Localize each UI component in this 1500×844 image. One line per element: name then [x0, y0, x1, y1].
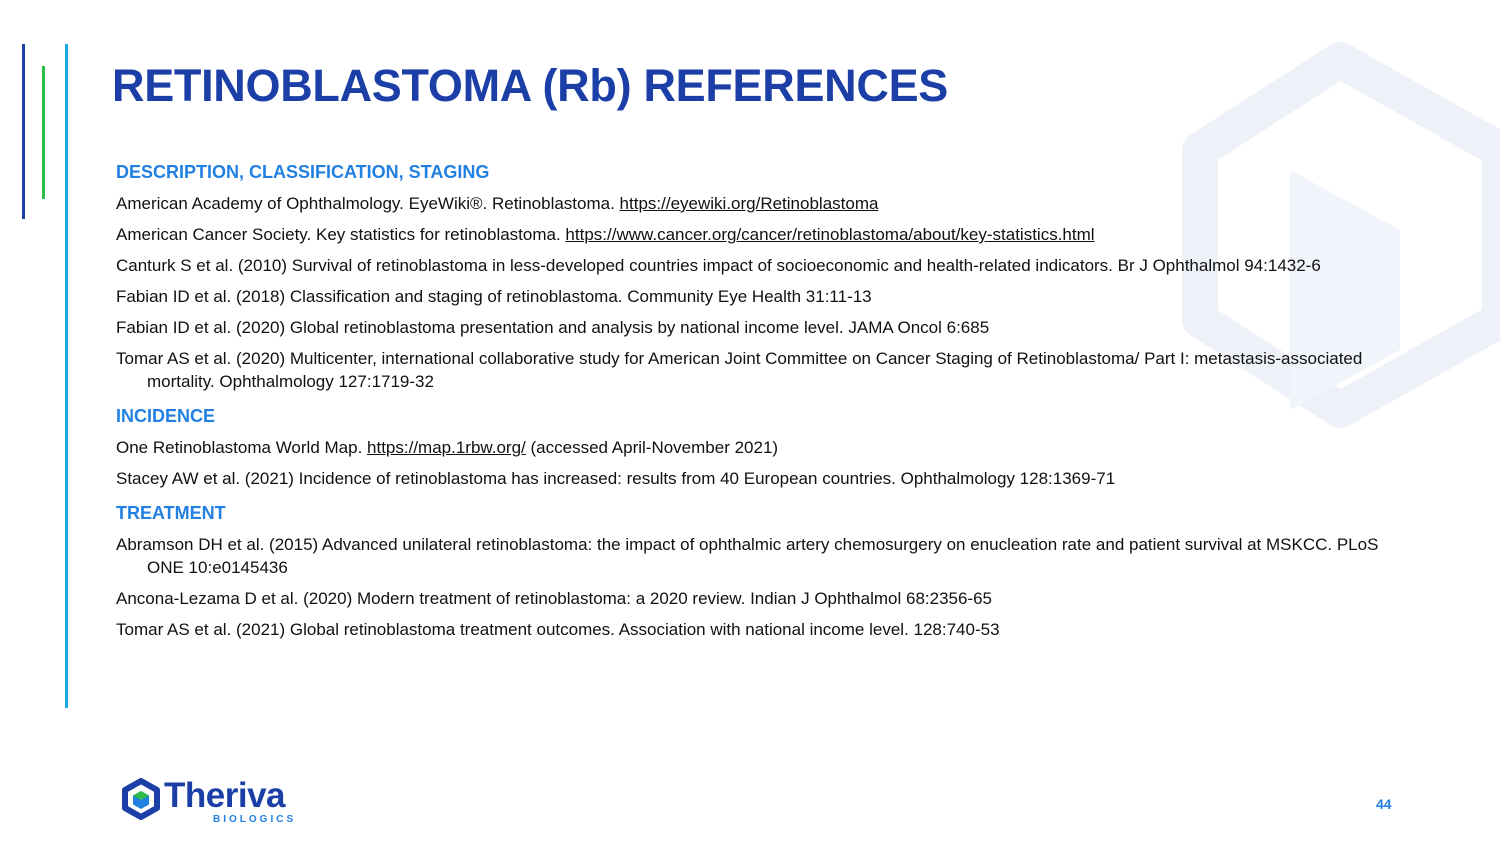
accent-bar-green [42, 66, 45, 199]
section-incidence [116, 404, 1406, 490]
logo-subtitle: BIOLOGICS [213, 814, 297, 825]
reference-item: American Academy of Ophthalmology. EyeWiki®. Retinoblastoma. https://eyewiki.org/Retinoblastoma [116, 194, 879, 213]
reference-link[interactable]: https://eyewiki.org/Retinoblastoma [619, 194, 879, 213]
reference-item: Stacey AW et al. (2021) Incidence of retinoblastoma has increased: results from 40 European countries. Ophthalmology 128:1369-71 [116, 469, 1116, 488]
reference-item: Canturk S et al. (2010) Survival of retinoblastoma in less-developed countries impact of socioeconomic and health-related indicators. Br J Ophthalmol 94:1432-6 [116, 256, 1321, 275]
reference-item: Ancona-Lezama D et al. (2020) Modern treatment of retinoblastoma: a 2020 review. Indian J Ophthalmol 68:2356-65 [116, 589, 993, 608]
reference-item: Fabian ID et al. (2020) Global retinoblastoma presentation and analysis by national income level. JAMA Oncol 6:685 [116, 318, 990, 337]
page-number: 44 [1376, 796, 1392, 812]
hexagon-logo-icon [120, 778, 162, 820]
theriva-logo [120, 776, 310, 830]
accent-bar-navy [22, 44, 25, 219]
reference-item: One Retinoblastoma World Map. https://map.1rbw.org/ (accessed April-November 2021) [116, 438, 779, 457]
references-content [116, 160, 1406, 641]
section-heading: DESCRIPTION, CLASSIFICATION, STAGING [116, 162, 490, 182]
section-heading: TREATMENT [116, 503, 226, 523]
accent-bar-cyan [65, 44, 68, 708]
logo-name: Theriva [164, 776, 285, 815]
reference-item: Tomar AS et al. (2021) Global retinoblastoma treatment outcomes. Association with national income level. 128:740-53 [116, 620, 1000, 639]
section-description [116, 160, 1406, 393]
reference-link[interactable]: https://www.cancer.org/cancer/retinoblastoma/about/key-statistics.html [565, 225, 1095, 244]
reference-link[interactable]: https://map.1rbw.org/ [367, 438, 526, 457]
section-treatment [116, 501, 1406, 641]
page-title: RETINOBLASTOMA (Rb) REFERENCES [112, 60, 949, 111]
section-heading: INCIDENCE [116, 406, 216, 426]
reference-item: Fabian ID et al. (2018) Classification and staging of retinoblastoma. Community Eye Health 31:11-13 [116, 287, 872, 306]
reference-item: Tomar AS et al. (2020) Multicenter, international collaborative study for American Joint Committee on Cancer Staging of Retinoblastoma/ Part I: metastasis-associated mortality. Ophthalmology 127:1719-32 [116, 349, 1363, 391]
reference-item: American Cancer Society. Key statistics for retinoblastoma. https://www.cancer.org/cancer/retinoblastoma/about/key-statistics.html [116, 225, 1095, 244]
reference-item: Abramson DH et al. (2015) Advanced unilateral retinoblastoma: the impact of ophthalmic artery chemosurgery on enucleation rate and patient survival at MSKCC. PLoS ONE 10:e0145436 [116, 535, 1379, 577]
